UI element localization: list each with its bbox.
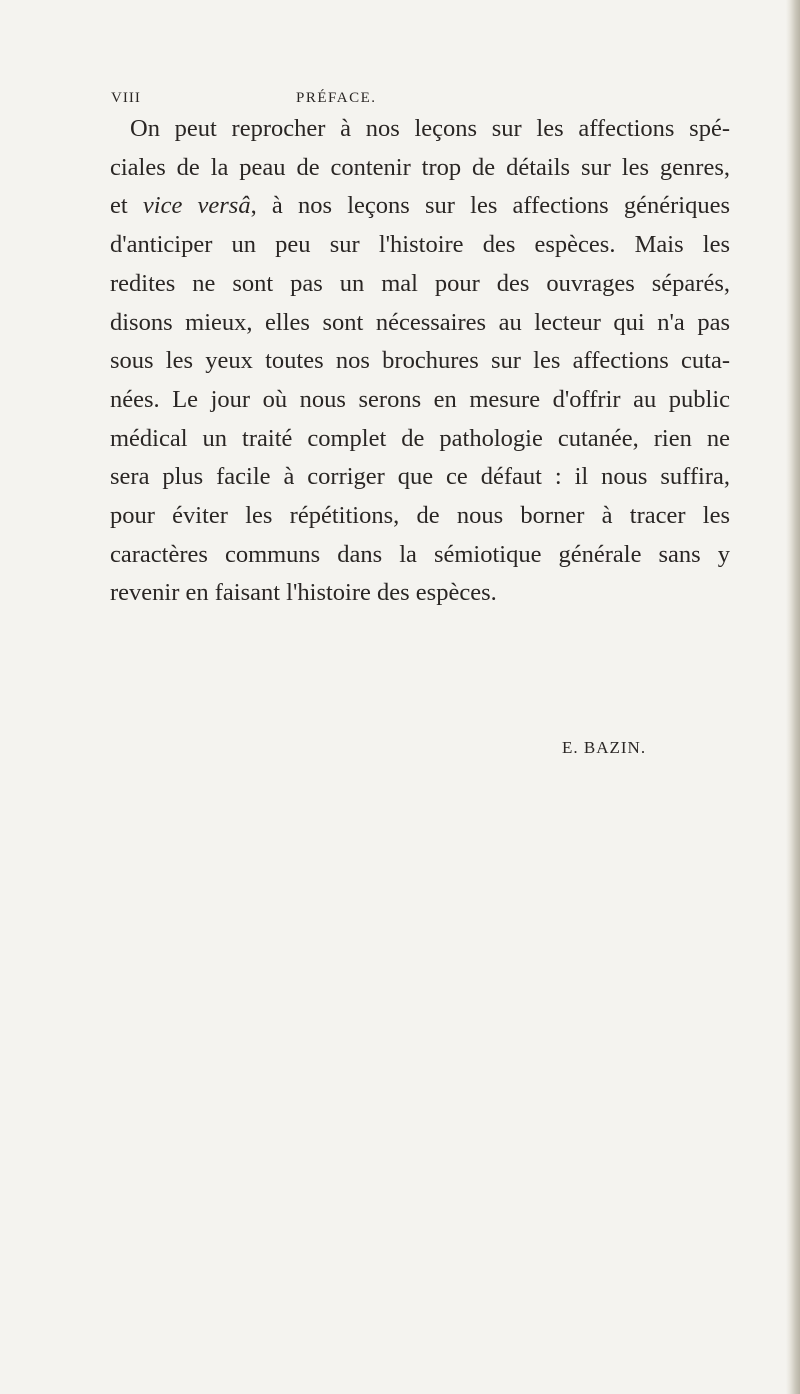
page-header (111, 90, 711, 112)
text-line: caractères communs dans la sémiotique générale sans y (110, 540, 730, 568)
author-signature: E. BAZIN. (562, 738, 647, 757)
text-line: disons mieux, elles sont nécessaires au lecteur qui n'a pas (110, 308, 730, 336)
text-line: redites ne sont pas un mal pour des ouvrages séparés, (110, 269, 730, 297)
text-line: d'anticiper un peu sur l'histoire des espèces. Mais les (110, 231, 730, 259)
text-line: sera plus facile à corriger que ce défaut : il nous suffira, (110, 463, 730, 491)
text-line: ciales de la peau de contenir trop de détails sur les genres, (110, 153, 730, 181)
text-line: nées. Le jour où nous serons en mesure d'offrir au public (110, 385, 730, 413)
text-line: On peut reprocher à nos leçons sur les affections spé- (130, 115, 730, 142)
text-segment: et (110, 192, 143, 220)
text-line: revenir en faisant l'histoire des espèces. (110, 579, 497, 607)
page-edge-shadow (786, 0, 800, 1394)
text-segment: , à nos leçons sur les affections génériques (250, 192, 731, 220)
text-line: médical un traité complet de pathologie cutanée, rien ne (110, 424, 730, 452)
page-number: VIII (111, 90, 141, 106)
text-line (110, 187, 730, 226)
preface-paragraph (110, 110, 730, 613)
running-title: PRÉFACE. (296, 90, 377, 106)
text-line: pour éviter les répétitions, de nous borner à tracer les (110, 502, 730, 530)
text-line: sous les yeux toutes nos brochures sur les affections cuta- (110, 347, 730, 375)
italic-phrase: vice versâ (142, 192, 251, 220)
